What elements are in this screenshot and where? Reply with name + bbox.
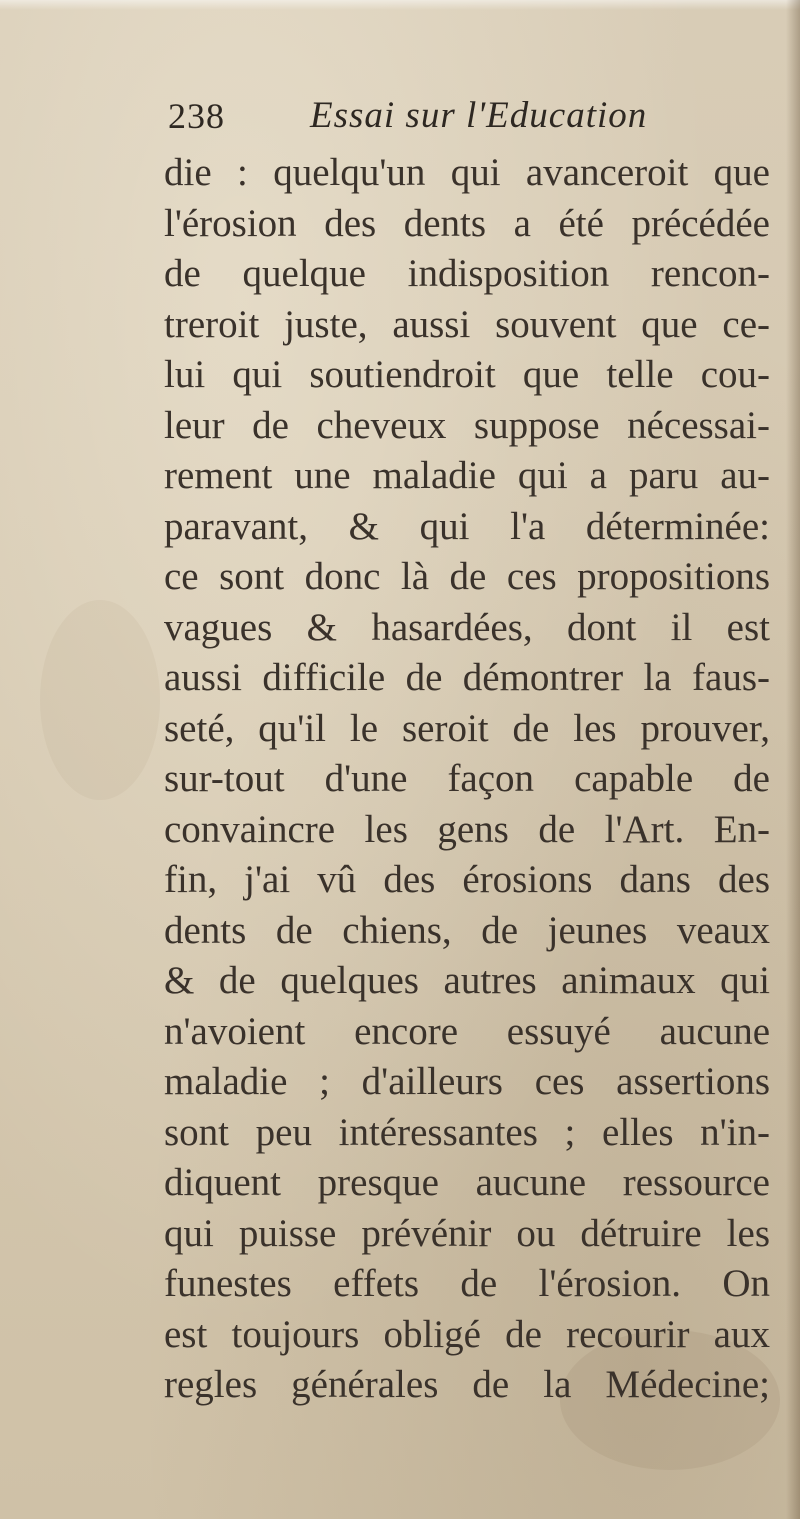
text-line: funestes effets de l'érosion. On [164,1262,770,1305]
page-top-edge [0,0,800,10]
text-line: & de quelques autres animaux qui [164,959,770,1002]
page-number: 238 [168,96,225,136]
text-line: maladie ; d'ailleurs ces assertions [164,1060,770,1103]
text-line: qui puisse prévénir ou détruire les [164,1211,770,1255]
text-line: convaincre les gens de l'Art. En- [164,807,770,851]
text-line: sont peu intéressantes ; elles n'in- [164,1110,770,1154]
text-line: sur-tout d'une façon capable de [164,757,770,800]
text-line: fin, j'ai vû des érosions dans des [164,858,770,901]
text-line: lui qui soutiendroit que telle cou- [164,353,770,396]
running-title: Essai sur l'Education [310,95,648,136]
text-line: l'érosion des dents a été précédée [164,201,770,245]
text-line: die : quelqu'un qui avanceroit que [164,151,770,194]
text-line: regles générales de la Médecine; [164,1363,770,1406]
page-header [168,92,708,142]
text-line: dents de chiens, de jeunes veaux [164,908,770,952]
page-right-edge [786,0,800,1519]
text-line: treroit juste, aussi souvent que ce- [164,302,770,346]
text-line: paravant, & qui l'a déterminée: [164,504,770,548]
text-line: ce sont donc là de ces propositions [164,555,770,598]
text-line: rement une maladie qui a paru au- [164,454,770,497]
text-line: vagues & hasardées, dont il est [164,605,770,649]
paper-stain [40,600,160,800]
text-line: n'avoient encore essuyé aucune [164,1009,770,1053]
body-text [164,148,770,1411]
text-line: de quelque indisposition rencon- [164,252,770,295]
text-line: aussi difficile de démontrer la faus- [164,656,770,699]
text-line: est toujours obligé de recourir aux [164,1312,770,1356]
text-line: diquent presque aucune ressource [164,1161,770,1204]
text-line: seté, qu'il le seroit de les prouver, [164,706,770,750]
text-line: leur de cheveux suppose nécessai- [164,403,770,447]
